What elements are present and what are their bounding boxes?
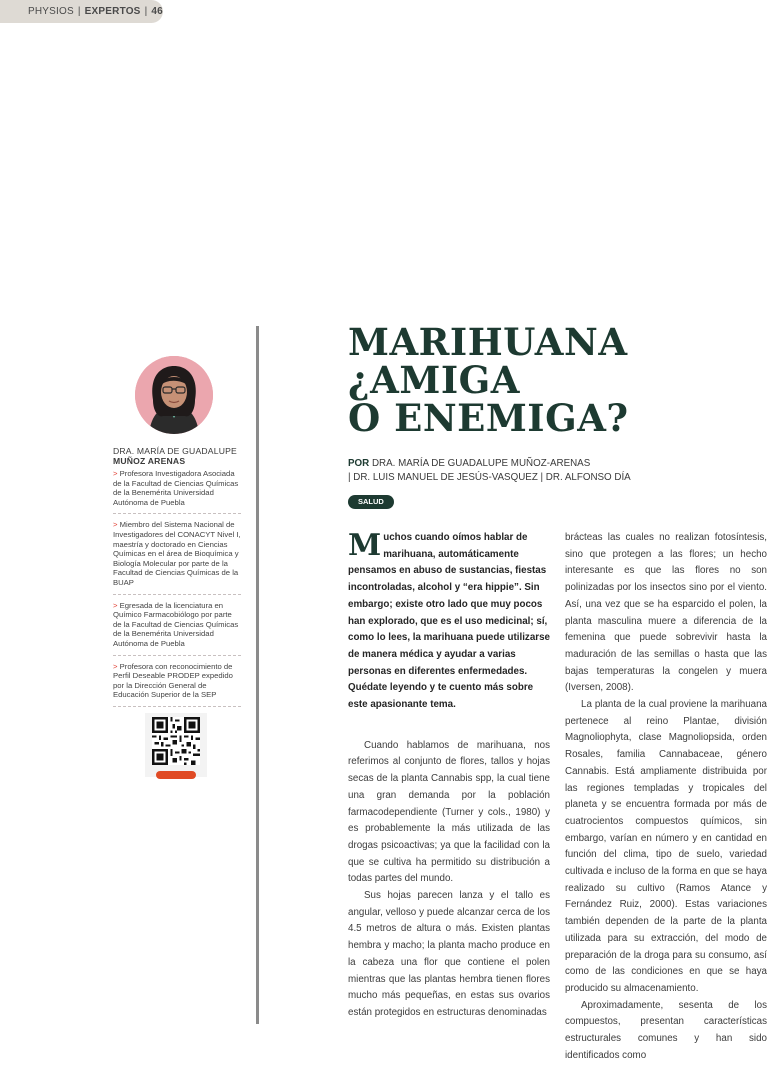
page-number: 46 [151,6,163,17]
bullet-arrow-icon: > [113,469,118,478]
bio-item: > Egresada de la licenciatura en Químico Farmacobiólogo por parte de la Facultad de Ciencias Químicas de la Benemérita Universidad Autónoma de Puebla [113,601,241,656]
article-paragraph: Sus hojas parecen lanza y el tallo es angular, velloso y puede alcanzar cerca de los 4.5 metros de altura o más. Existen plantas hembra y macho; la planta macho produce en la cabeza una flor que contiene el polen mientras que las plantas hembra tienen flores mucho más pequeñas, en estas sus ovarios están protegidos en estructuras denominadas [348,890,550,1018]
category-name: EXPERTOS [84,6,141,17]
bullet-arrow-icon: > [113,661,118,671]
author-name [113,446,241,466]
author-name-prefix: DRA. MARÍA DE GUADALUPE [113,446,237,456]
byline-authors-1: DRA. MARÍA DE GUADALUPE MUÑOZ-ARENAS [371,458,591,469]
article-lead [348,530,550,714]
bio-item: > Miembro del Sistema Nacional de Investigadores del CONACYT Nivel I, maestría y doctorado en Ciencias Químicas en el área de Bioquímica y Biología Molecular por parte de la Facultad de Ciencias Químicas de la BUAP [113,520,241,594]
author-photo [135,356,213,434]
qr-code-card[interactable] [145,713,207,777]
author-sidebar [113,330,241,777]
article-title [348,320,728,440]
qr-code-icon [152,717,200,765]
article-paragraph: Cuando hablamos de marihuana, nos referimos al conjunto de flores, tallos y hojas secas de la planta Cannabis spp, la cual tiene una gran demanda por la población farmacodependiente (Turner y cols., 1980) y es probablemente la más utilizada de las drogas psicoactivas; ya que la facilidad con la que se cultiva ha permitido su distribución a todas partes del mundo. [348,739,550,885]
page-header-tab: PHYSIOS | EXPERTOS | 46 [0,0,163,23]
article-column-left [348,530,550,1022]
qr-scan-button[interactable] [156,771,196,779]
bio-item: > Profesora Investigadora Asociada de la Facultad de Ciencias Químicas de la Benemérita Universidad Autónoma de Puebla [113,469,241,514]
category-tag[interactable]: SALUD [348,495,394,509]
bio-item: > Profesora con reconocimiento de Perfil Deseable PRODEP expedido por la Dirección General de Educación Superior de la SEP [113,662,241,707]
article-column-right [565,530,767,1065]
dropcap: M [348,528,382,563]
article-paragraph: brácteas las cuales no realizan fotosíntesis, sino que protegen a las flores; un hecho interesante es que las flores no son polinizadas por los insectos sino por el viento. Así, una vez que se ha esparcido el polen, la planta masculina muere a diferencia de la femenina que puede sobrevivir hasta la maduración de las semillas o hasta que las bajas temperaturas la congelen y muera (Iversen, 2008). [565,532,767,694]
article-paragraph: Aproximadamente, sesenta de los compuestos, presentan características estructurales comunes y han sido identificados como [565,999,767,1061]
title-line: ¿AMIGA [348,358,520,402]
bullet-arrow-icon: > [113,520,118,530]
bullet-arrow-icon: > [113,600,118,610]
article-byline [348,457,748,484]
title-line: O ENEMIGA? [348,396,629,440]
lead-text: uchos cuando oímos hablar de marihuana, automáticamente pensamos en abuso de sustancias, fiestas incontroladas, alcohol y “era hippie”. Sin embargo; existe otro lado que muy pocos han explorado, que es el uso medicinal; sí, como lo lees, la marihuana puede utilizarse de manera médica y ayudar a varias personas en diferentes enfermedades. Quédate leyendo y te cuento más sobre este apasionante tema. [348,532,550,711]
person-avatar-icon [135,356,213,434]
byline-authors-2: | DR. LUIS MANUEL DE JESÚS-VASQUEZ | DR. ALFONSO DÍA [348,471,631,483]
article-paragraph: La planta de la cual proviene la marihuana pertenece al reino Plantae, división Magnoliophyta, clase Magnoliopsida, orden Rosales, familia Cannabaceae, género Cannabis. Está ampliamente distribuida por las regiones templadas y tropicales del planeta y se encuentra formada por más de cuatrocientos compuestos químicos, sin embargo, varían en número y en cantidad en función del clima, tipo de suelo, variedad cultivada e incluso de la forma en que se haya realizado su cultivo (Ramos Atance y Fernández Ruiz, 2000). Estas variaciones también dependen de la parte de la planta utilizada para su extracción, del modo de preparación de la droga para su consumo, así como de las condiciones en que se haya producido su almacenamiento. [565,699,767,994]
title-line: MARIHUANA [348,320,628,364]
byline-label: POR [348,458,370,469]
author-name-bold: MUÑOZ ARENAS [113,456,186,466]
author-bio-list [113,469,241,707]
section-name: PHYSIOS [28,6,74,17]
column-divider [256,326,259,1024]
